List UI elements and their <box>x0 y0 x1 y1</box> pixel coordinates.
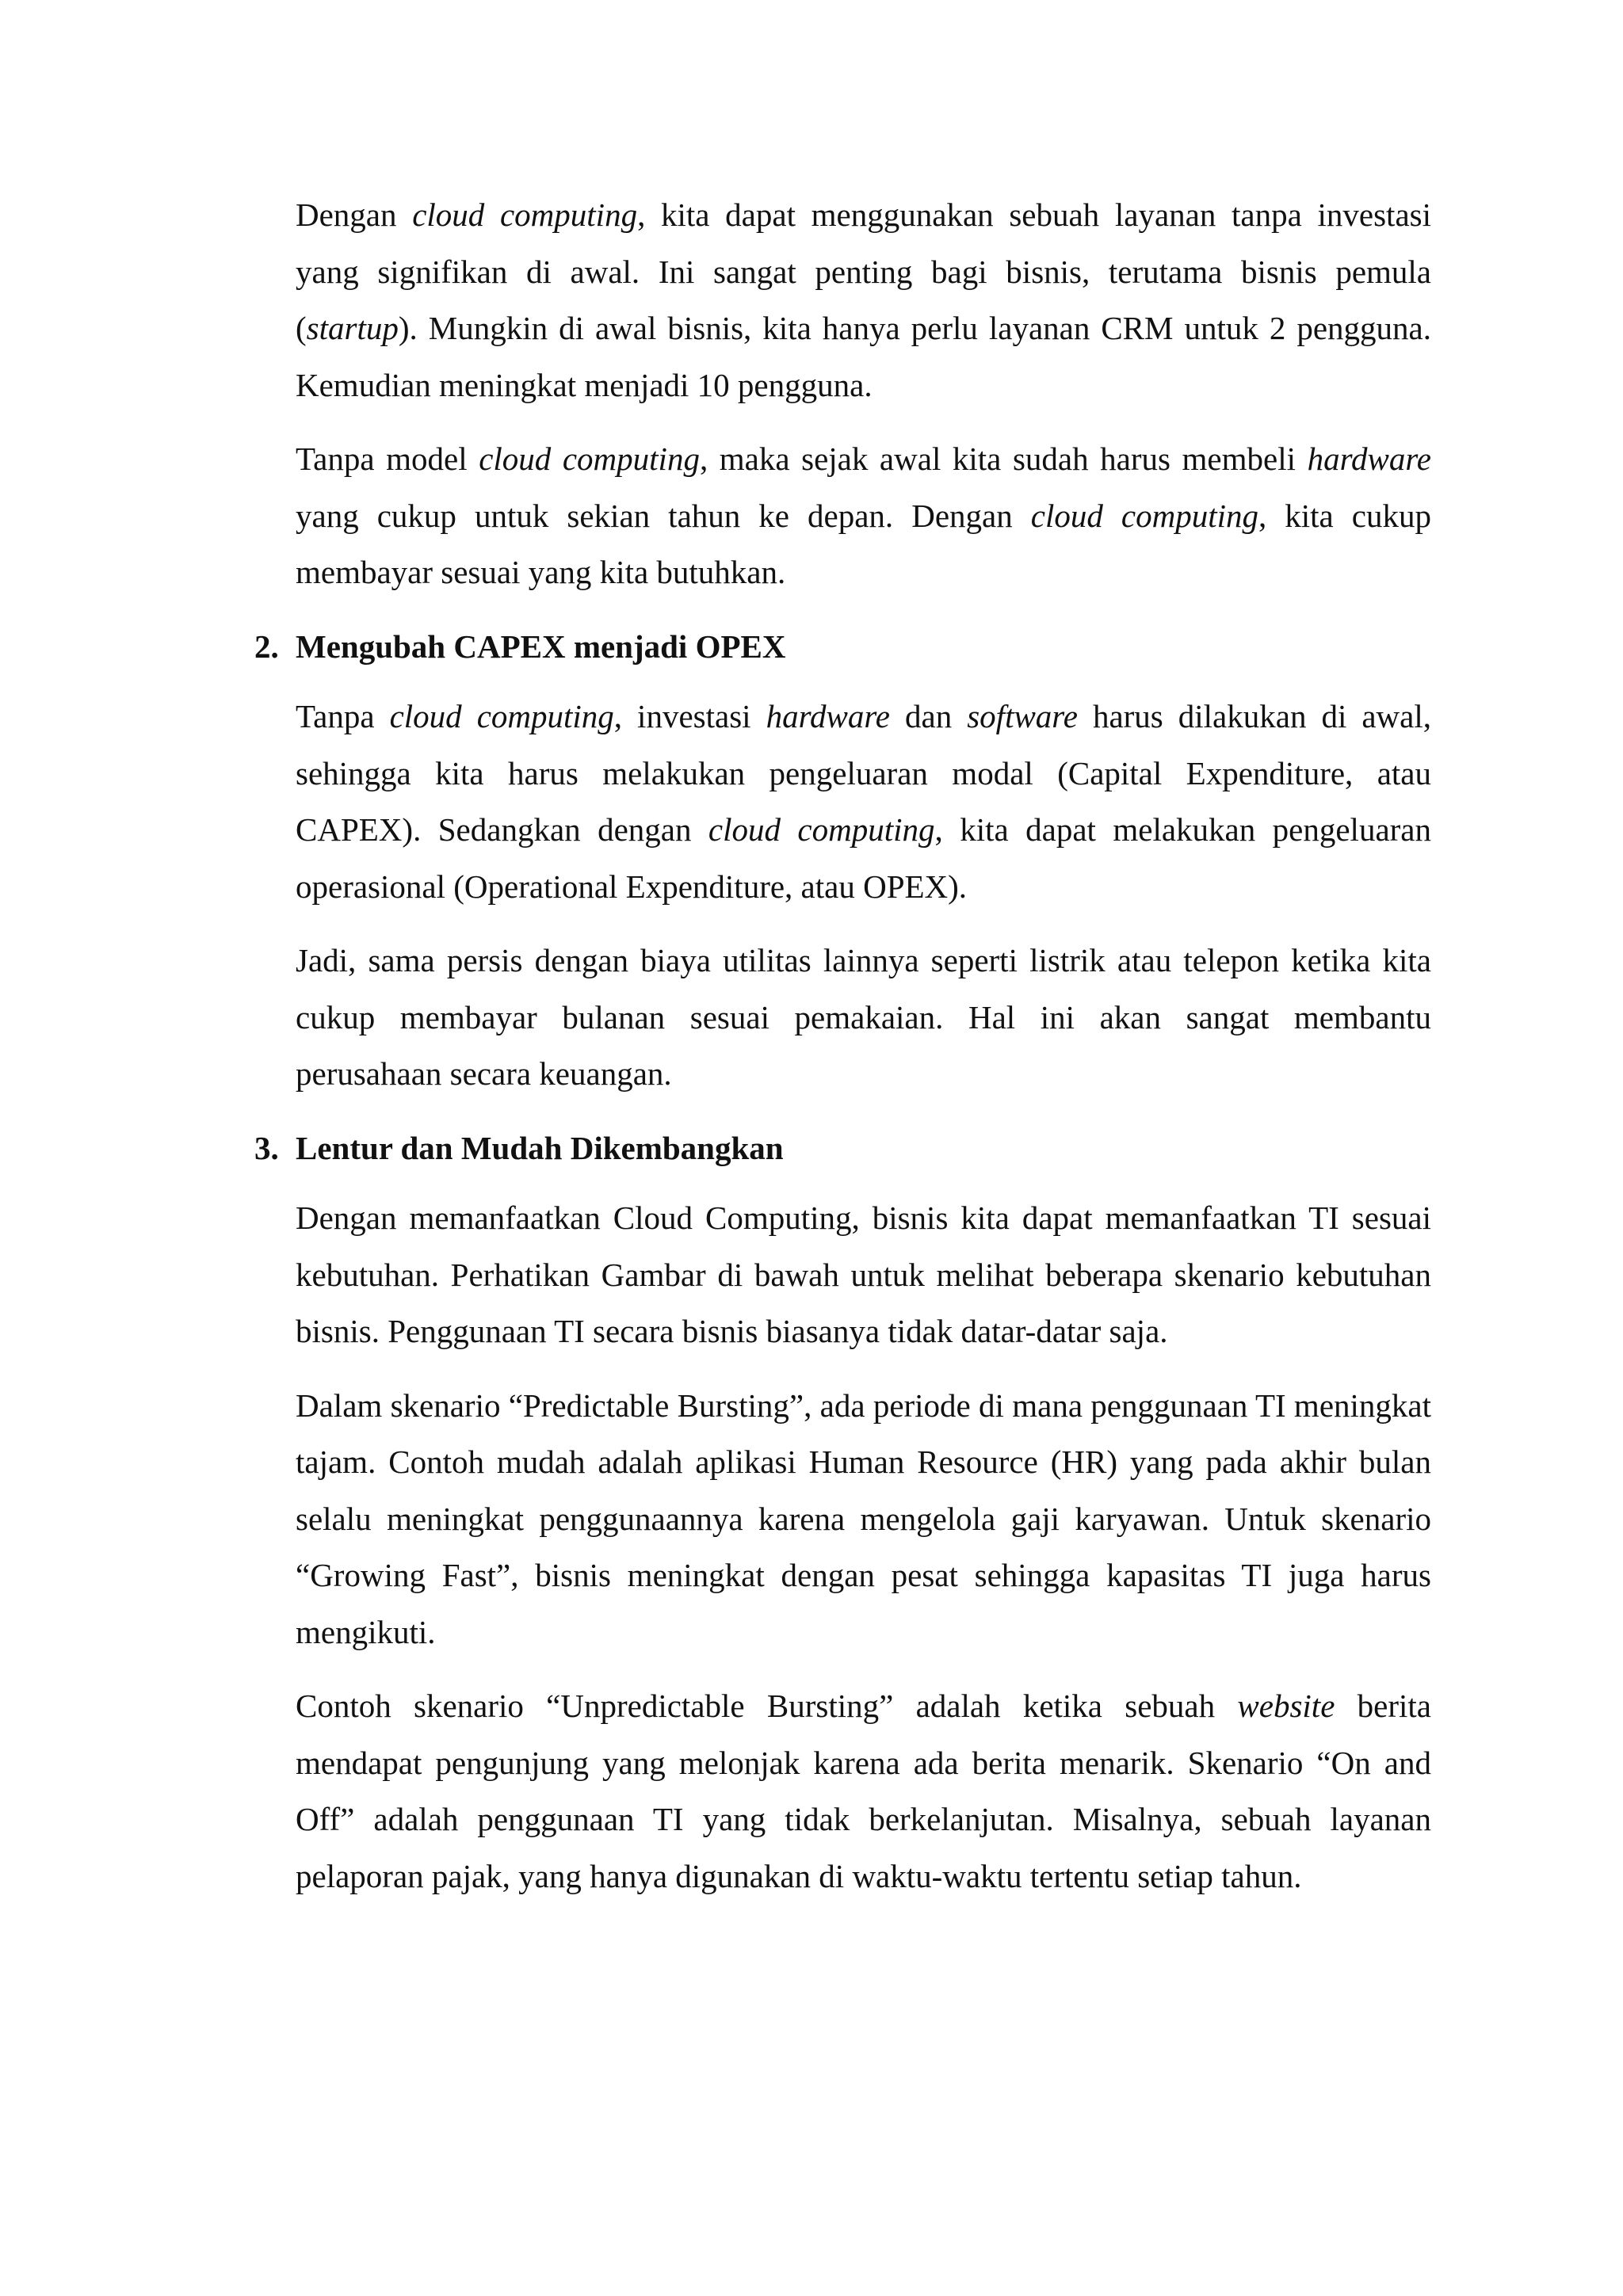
text-run: , kita dapat menggunakan sebuah layanan tanpa investasi yang signifikan di awal. Ini sangat penting bagi bisnis, terutama bisnis pemula ( <box>296 196 1431 346</box>
paragraph-flex-3 <box>296 1678 1431 1905</box>
italic-term: startup <box>306 310 399 346</box>
section-heading-2 <box>254 619 1431 676</box>
text-run: Contoh skenario “Unpredictable Bursting” adalah ketika sebuah <box>296 1688 1238 1724</box>
text-run: , maka sejak awal kita sudah harus membeli <box>699 441 1308 477</box>
text-run: , kita dapat melakukan pengeluaran operasional (Operational Expenditure, atau OPEX). <box>296 811 1431 905</box>
text-run: Dengan memanfaatkan Cloud Computing, bisnis kita dapat memanfaatkan TI sesuai kebutuhan. Perhatikan Gambar di bawah untuk melihat beberapa skenario kebutuhan bisnis. Penggunaan TI secara bisnis biasanya tidak datar-datar saja. <box>296 1199 1431 1349</box>
text-run: yang cukup untuk sekian tahun ke depan. Dengan <box>296 497 1031 534</box>
text-run: Tanpa model <box>296 441 479 477</box>
text-run: Dengan <box>296 196 413 233</box>
paragraph-capex-2 <box>296 933 1431 1103</box>
italic-term: cloud computing <box>412 196 638 233</box>
text-run: harus dilakukan di awal, sehingga kita harus melakukan pengeluaran modal (Capital Expenditure, atau CAPEX). Sedangkan dengan <box>296 698 1432 848</box>
text-run: Dalam skenario “Predictable Bursting”, ada periode di mana penggunaan TI meningkat tajam. Contoh mudah adalah aplikasi Human Resource (HR) yang pada akhir bulan selalu meningkat penggunaannya karena mengelola gaji karyawan. Untuk skenario “Growing Fast”, bisnis meningkat dengan pesat sehingga kapasitas TI juga harus mengikuti. <box>296 1386 1431 1650</box>
italic-term: cloud computing <box>708 811 935 848</box>
text-run: , investasi <box>613 698 766 734</box>
italic-term: website <box>1237 1688 1335 1724</box>
section-heading-3 <box>254 1120 1431 1177</box>
text-run: ). Mungkin di awal bisnis, kita hanya perlu layanan CRM untuk 2 pengguna. Kemudian meningkat menjadi 10 pengguna. <box>296 310 1431 403</box>
document-body <box>254 187 1432 1922</box>
italic-term: hardware <box>1307 441 1431 477</box>
section-title: Mengubah CAPEX menjadi OPEX <box>296 627 786 665</box>
text-run: dan <box>889 698 968 734</box>
section-number: 3. <box>254 1129 279 1166</box>
italic-term: cloud computing <box>1030 497 1258 534</box>
text-run: Tanpa <box>296 698 390 734</box>
section-title: Lentur dan Mudah Dikembangkan <box>296 1129 784 1166</box>
italic-term: software <box>967 698 1078 734</box>
paragraph-flex-2 <box>296 1378 1431 1661</box>
italic-term: cloud computing <box>389 698 614 734</box>
text-run: , kita cukup membayar sesuai yang kita butuhkan. <box>296 497 1431 590</box>
paragraph-intro-2 <box>296 431 1431 601</box>
text-run: berita mendapat pengunjung yang melonjak karena ada berita menarik. Skenario “On and Off” adalah penggunaan TI yang tidak berkelanjutan. Misalnya, sebuah layanan pelaporan pajak, yang hanya digunakan di waktu-waktu tertentu setiap tahun. <box>296 1688 1431 1894</box>
section-number: 2. <box>254 627 279 665</box>
paragraph-capex-1 <box>296 688 1431 915</box>
italic-term: hardware <box>766 698 890 734</box>
italic-term: cloud computing <box>479 441 700 477</box>
paragraph-flex-1 <box>296 1190 1431 1360</box>
text-run: Jadi, sama persis dengan biaya utilitas lainnya seperti listrik atau telepon ketika kita cukup membayar bulanan sesuai pemakaian. Hal ini akan sangat membantu perusahaan secara keuangan. <box>296 942 1431 1092</box>
paragraph-intro-1 <box>296 187 1431 414</box>
